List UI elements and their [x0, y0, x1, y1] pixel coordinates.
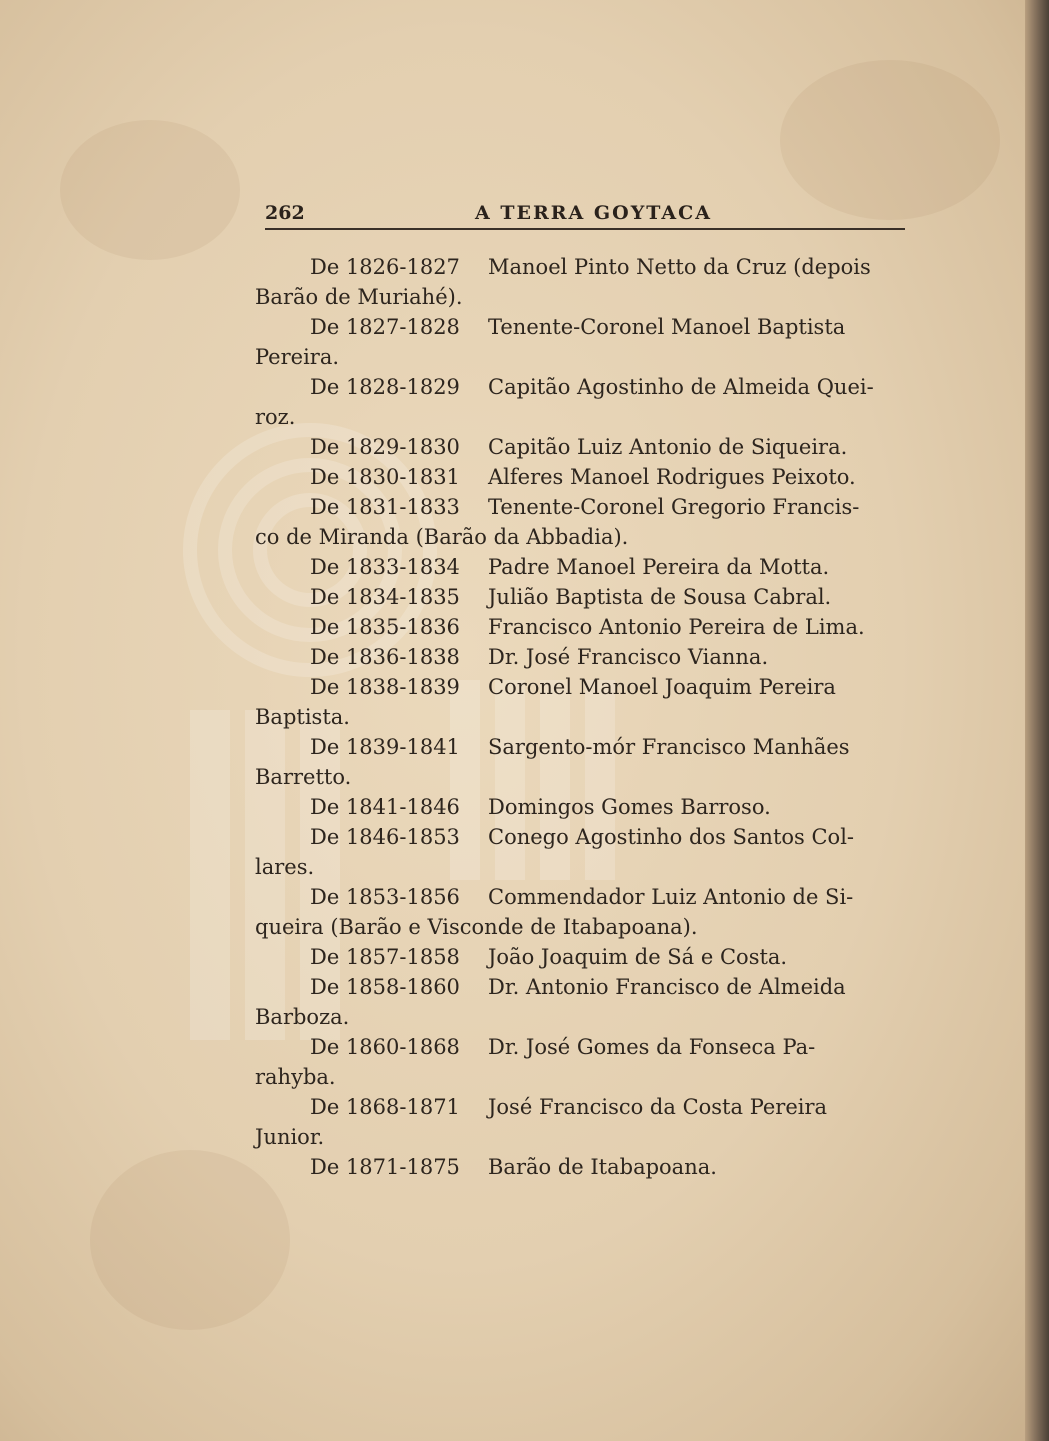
entry-continuation: rahyba.	[255, 1065, 336, 1089]
list-item	[255, 582, 905, 612]
entry-name: Manoel Pinto Netto da Cruz (depois	[488, 255, 871, 279]
list-item	[255, 462, 905, 492]
entry-continuation: co de Miranda (Barão da Abbadia).	[255, 525, 629, 549]
entry-name: João Joaquim de Sá e Costa.	[488, 945, 788, 969]
list-item	[255, 642, 905, 672]
entry-years: De 1868-1871	[310, 1095, 460, 1119]
list-item	[255, 372, 905, 432]
list-item	[255, 942, 905, 972]
list-item	[255, 1152, 905, 1182]
entry-years: De 1827-1828	[310, 315, 460, 339]
entry-years: De 1828-1829	[310, 375, 460, 399]
list-item	[255, 312, 905, 372]
entry-name: José Francisco da Costa Pereira	[488, 1095, 828, 1119]
entry-name: Domingos Gomes Barroso.	[488, 795, 771, 819]
running-header	[265, 200, 905, 230]
list-item	[255, 1032, 905, 1092]
entry-continuation: Barboza.	[255, 1005, 350, 1029]
page-edge	[1025, 0, 1049, 1441]
paper-stain	[780, 60, 1000, 220]
entry-years: De 1836-1838	[310, 645, 460, 669]
page-number: 262	[265, 202, 305, 224]
entry-name: Capitão Agostinho de Almeida Quei-	[488, 375, 874, 399]
entry-continuation: lares.	[255, 855, 315, 879]
list-item	[255, 672, 905, 732]
entry-name: Francisco Antonio Pereira de Lima.	[488, 615, 865, 639]
entry-years: De 1860-1868	[310, 1035, 460, 1059]
list-item	[255, 552, 905, 582]
list-item	[255, 822, 905, 882]
entry-name: Capitão Luiz Antonio de Siqueira.	[488, 435, 848, 459]
entry-years: De 1846-1853	[310, 825, 460, 849]
list-item	[255, 1092, 905, 1152]
entry-name: Dr. Antonio Francisco de Almeida	[488, 975, 846, 999]
entry-years: De 1853-1856	[310, 885, 460, 909]
entry-name: Tenente-Coronel Manoel Baptista	[488, 315, 846, 339]
entry-years: De 1857-1858	[310, 945, 460, 969]
entry-years: De 1831-1833	[310, 495, 460, 519]
entry-years: De 1833-1834	[310, 555, 460, 579]
list-item	[255, 432, 905, 462]
entry-name: Alferes Manoel Rodrigues Peixoto.	[488, 465, 856, 489]
entry-name: Barão de Itabapoana.	[488, 1155, 717, 1179]
entry-name: Padre Manoel Pereira da Motta.	[488, 555, 830, 579]
entry-continuation: Barretto.	[255, 765, 352, 789]
entry-continuation: roz.	[255, 405, 296, 429]
list-item	[255, 732, 905, 792]
entry-years: De 1838-1839	[310, 675, 460, 699]
list-item	[255, 882, 905, 942]
entry-years: De 1830-1831	[310, 465, 460, 489]
entry-name: Dr. José Francisco Vianna.	[488, 645, 769, 669]
entry-continuation: Junior.	[255, 1125, 325, 1149]
entry-continuation: Barão de Muriahé).	[255, 285, 463, 309]
list-item	[255, 792, 905, 822]
list-of-officeholders	[255, 252, 905, 1182]
entry-years: De 1858-1860	[310, 975, 460, 999]
entry-continuation: queira (Barão e Visconde de Itabapoana).	[255, 915, 698, 939]
entry-name: Conego Agostinho dos Santos Col-	[488, 825, 855, 849]
entry-years: De 1826-1827	[310, 255, 460, 279]
entry-continuation: Pereira.	[255, 345, 340, 369]
list-item	[255, 492, 905, 552]
entry-continuation: Baptista.	[255, 705, 350, 729]
entry-name: Dr. José Gomes da Fonseca Pa-	[488, 1035, 816, 1059]
book-title: A TERRA GOYTACA	[475, 202, 712, 224]
list-item	[255, 252, 905, 312]
entry-years: De 1835-1836	[310, 615, 460, 639]
list-item	[255, 612, 905, 642]
entry-name: Commendador Luiz Antonio de Si-	[488, 885, 854, 909]
list-item	[255, 972, 905, 1032]
entry-name: Julião Baptista de Sousa Cabral.	[488, 585, 832, 609]
entry-years: De 1871-1875	[310, 1155, 460, 1179]
entry-name: Coronel Manoel Joaquim Pereira	[488, 675, 836, 699]
entry-years: De 1841-1846	[310, 795, 460, 819]
entry-years: De 1834-1835	[310, 585, 460, 609]
entry-name: Tenente-Coronel Gregorio Francis-	[488, 495, 860, 519]
entry-years: De 1829-1830	[310, 435, 460, 459]
entry-years: De 1839-1841	[310, 735, 460, 759]
entry-name: Sargento-mór Francisco Manhães	[488, 735, 850, 759]
paper-stain	[60, 120, 240, 260]
